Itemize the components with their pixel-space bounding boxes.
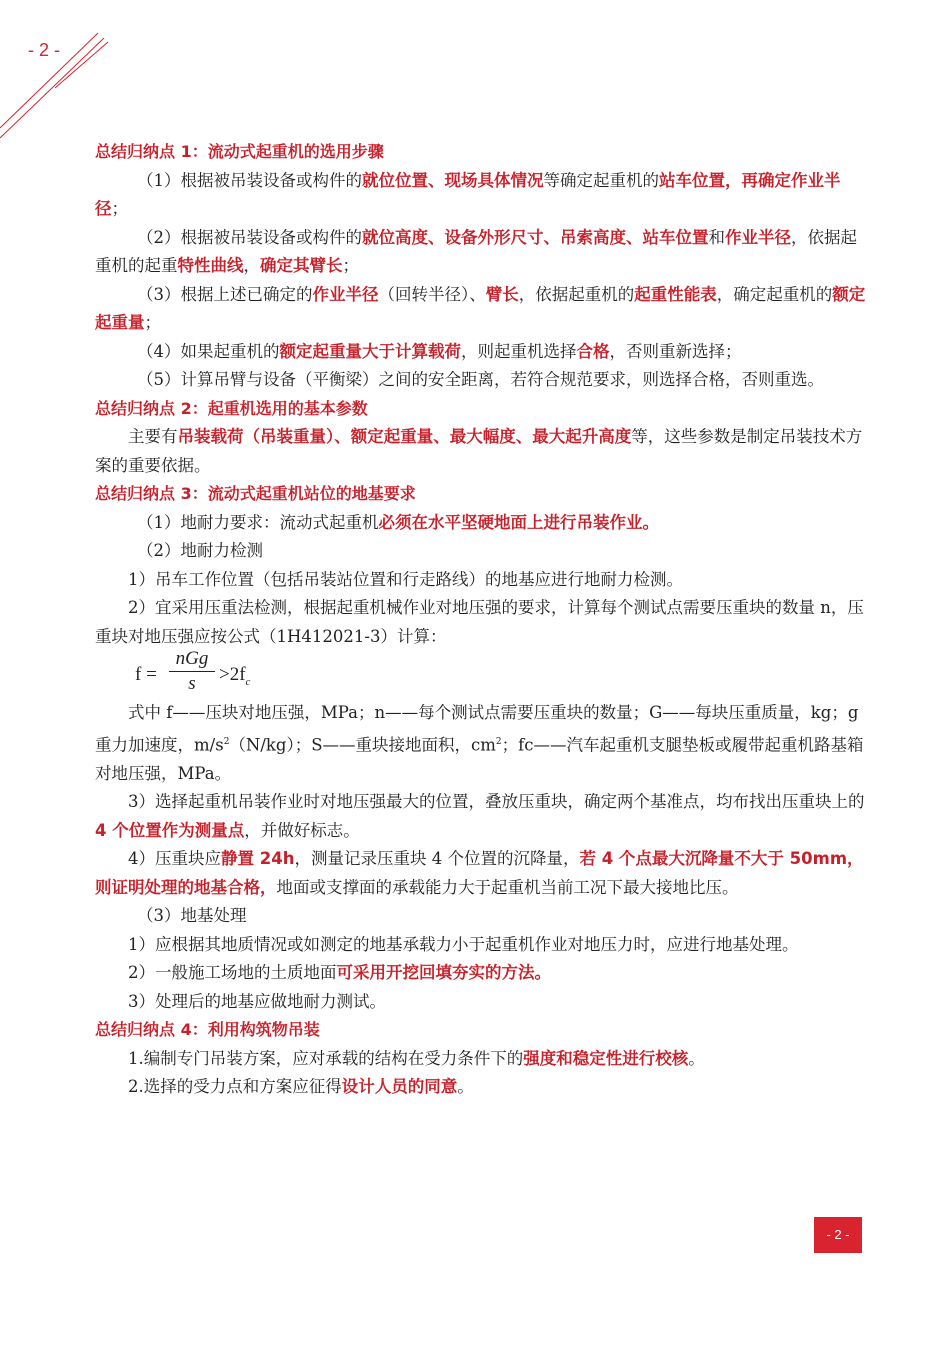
formula-denominator: s	[188, 673, 196, 694]
corner-decoration-lines	[0, 0, 120, 150]
paragraph: 式中 f——压块对地压强，MPa；n——每个测试点需要压重块的数量；G——每块压重质量，kg；g 重力加速度，$m/s^2(N/kg)$；S——重块接地面积，$cm^2$；fc——汽车起重机支腿垫板或履带起重机路基箱对地压强，MPa。	[95, 703, 864, 783]
formula-numerator: nGg	[169, 647, 215, 672]
paragraph: 2）宜采用压重法检测，根据起重机械作业对地压强的要求，计算每个测试点需要压重块的数量 n，压重块对地压强应按公式（1H412021-3）计算：	[95, 598, 864, 646]
paragraph: 1.编制专门吊装方案，应对承载的结构在受力条件下的强度和稳定性进行校核。	[128, 1048, 705, 1068]
section-title: 总结归纳点 3：流动式起重机站位的地基要求	[95, 484, 416, 503]
paragraph: （4）如果起重机的额定起重量大于计算载荷，则起重机选择合格，否则重新选择；	[137, 341, 742, 361]
paragraph: 3）选择起重机吊装作业时对地压强最大的位置，叠放压重块，确定两个基准点，均布找出压重块上的4 个位置作为测量点，并做好标志。	[95, 792, 865, 840]
pressure-formula	[135, 648, 870, 699]
paragraph: （2）地耐力检测	[137, 541, 263, 560]
paragraph: 2）一般施工场地的土质地面可采用开挖回填夯实的方法。	[128, 963, 551, 982]
paragraph: 2.选择的受力点和方案应征得设计人员的同意。	[128, 1077, 474, 1096]
paragraph: （1）地耐力要求：流动式起重机必须在水平坚硬地面上进行吊装作业。	[137, 512, 659, 532]
paragraph: （1）根据被吊装设备或构件的就位位置、现场具体情况等确定起重机的站车位置，再确定作业半径；	[95, 170, 841, 218]
paragraph: （2）根据被吊装设备或构件的就位高度、设备外形尺寸、吊索高度、站车位置和作业半径，依据起重机的起重特性曲线，确定其臂长；	[95, 227, 857, 275]
paragraph: （5）计算吊臂与设备（平衡梁）之间的安全距离，若符合规范要求，则选择合格，否则重选。	[137, 370, 824, 389]
paragraph: 1）应根据其地质情况或如测定的地基承载力小于起重机作业对地压力时，应进行地基处理。	[128, 934, 799, 954]
formula-lhs: f =	[135, 664, 157, 685]
paragraph: 4）压重块应静置 24h，测量记录压重块 4 个位置的沉降量，若 4 个点最大沉降量不大于 50mm，则证明处理的地基合格，地面或支撑面的承载能力大于起重机当前工况下最大接地比压。	[95, 849, 864, 897]
paragraph: 主要有吊装载荷（吊装重量）、额定起重量、最大幅度、最大起升高度等，这些参数是制定吊装技术方案的重要依据。	[95, 427, 863, 475]
formula-rhs: $>2f_c$	[219, 664, 251, 688]
section-title: 总结归纳点 2：起重机选用的基本参数	[95, 398, 368, 418]
paragraph: （3）地基处理	[137, 906, 247, 925]
paragraph: （3）根据上述已确定的作业半径（回转半径）、臂长，依据起重机的起重性能表，确定起重机的额定起重量；	[95, 284, 866, 332]
header-page-number: - 2 -	[28, 40, 61, 60]
document-body	[95, 138, 870, 1102]
paragraph: 1）吊车工作位置（包括吊装站位置和行走路线）的地基应进行地耐力检测。	[128, 569, 683, 589]
section-title: 总结归纳点 1：流动式起重机的选用步骤	[95, 142, 384, 161]
section-title: 总结归纳点 4：利用构筑物吊装	[95, 1020, 320, 1039]
formula-fraction	[169, 647, 215, 696]
paragraph: 3）处理后的地基应做地耐力测试。	[128, 991, 386, 1011]
footer-page-badge: - 2 -	[814, 1217, 862, 1253]
